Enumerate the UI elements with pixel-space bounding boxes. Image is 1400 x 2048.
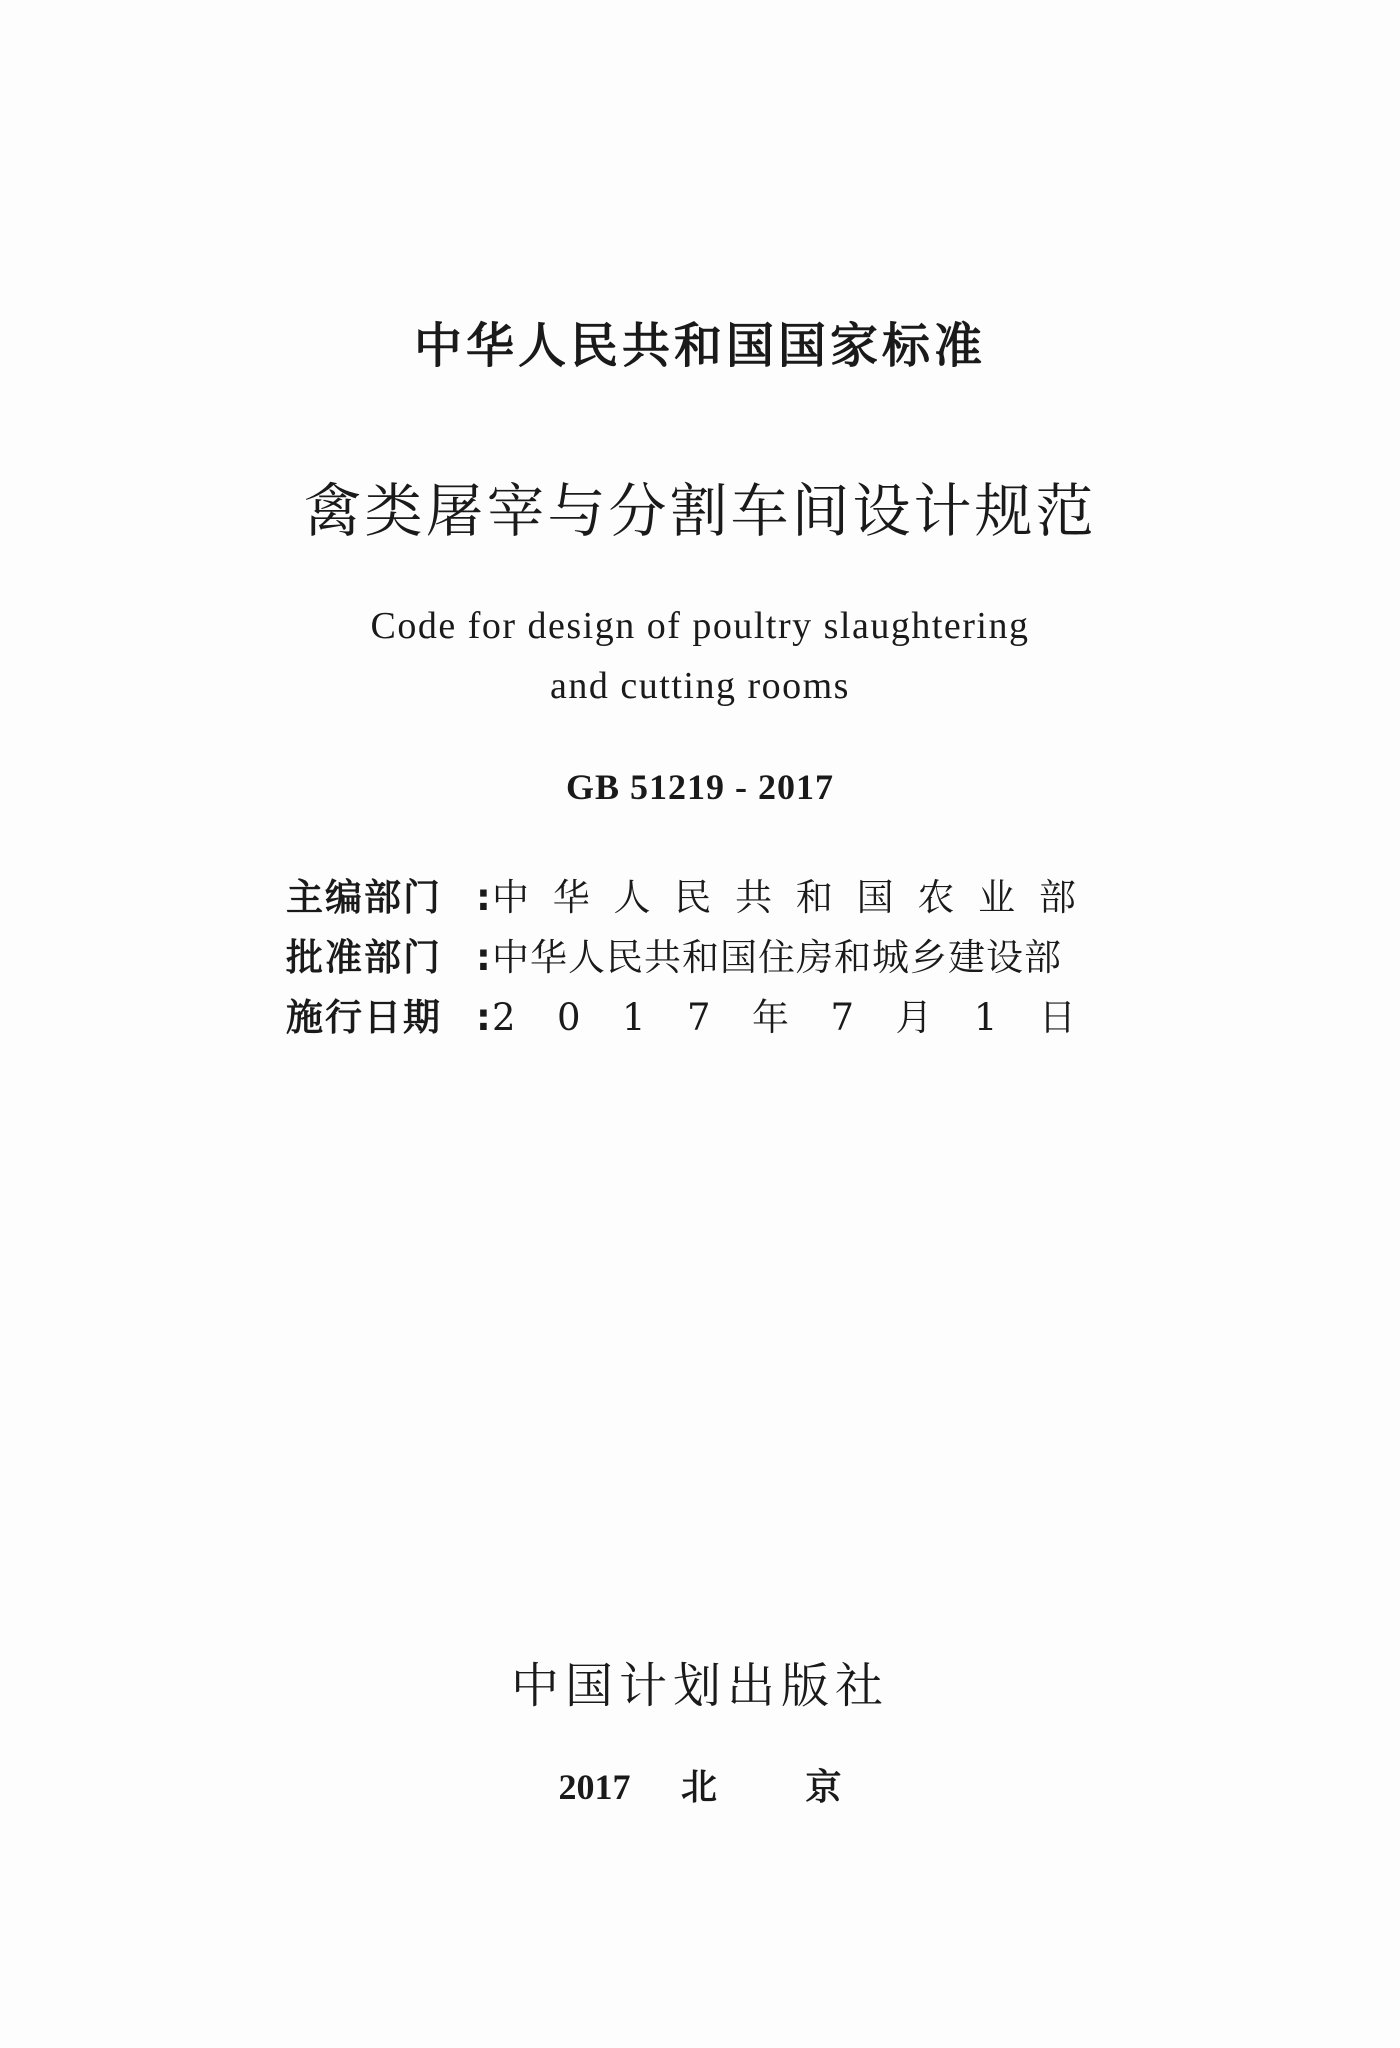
editor-char: 民 <box>674 876 712 919</box>
editor-char: 中 <box>492 876 529 919</box>
date-char: 0 <box>557 996 581 1039</box>
date-colon: : <box>476 996 491 1039</box>
date-char: 1 <box>973 996 998 1039</box>
date-row <box>286 988 1086 1048</box>
english-title-line-1: Code for design of poultry slaughtering <box>370 605 1030 647</box>
editor-char: 和 <box>795 876 833 919</box>
approver-label: 批准部门 <box>286 936 442 979</box>
series-title: 中华人民共和国国家标准 <box>413 318 986 374</box>
english-title-line-2: and cutting rooms <box>550 665 850 707</box>
publication-line <box>0 1762 1400 1812</box>
publication-year: 2017 <box>558 1767 631 1807</box>
editor-row <box>286 868 1086 928</box>
editor-char: 部 <box>1038 876 1076 919</box>
publisher-name: 中国计划出版社 <box>510 1658 889 1714</box>
date-label: 施行日期 <box>286 996 442 1039</box>
info-block <box>286 868 1086 1048</box>
editor-char: 人 <box>613 876 651 919</box>
editor-colon: : <box>476 876 491 919</box>
editor-char: 国 <box>856 876 894 919</box>
editor-label: 主编部门 <box>286 876 442 919</box>
approver-colon: : <box>476 936 491 979</box>
standard-number: GB 51219 - 2017 <box>565 767 834 807</box>
date-value <box>492 988 1076 1048</box>
editor-char: 共 <box>735 876 773 919</box>
editor-char: 业 <box>978 876 1016 919</box>
date-char: 年 <box>752 996 789 1039</box>
date-char: 2 <box>492 996 516 1039</box>
date-char: 7 <box>830 996 854 1039</box>
date-char: 1 <box>622 996 646 1039</box>
publication-city-first-char: 北 <box>680 1766 717 1808</box>
publication-city-second-char: 京 <box>805 1766 842 1808</box>
date-char: 7 <box>687 996 711 1039</box>
date-char: 月 <box>895 996 933 1039</box>
editor-value <box>492 868 1076 928</box>
editor-char: 农 <box>917 876 955 919</box>
editor-char: 华 <box>552 876 590 919</box>
date-char: 日 <box>1038 996 1076 1039</box>
chinese-title: 禽类屠宰与分割车间设计规范 <box>303 477 1097 545</box>
approver-value: 中华人民共和国住房和城乡建设部 <box>492 936 1062 979</box>
approver-row <box>286 928 1086 988</box>
